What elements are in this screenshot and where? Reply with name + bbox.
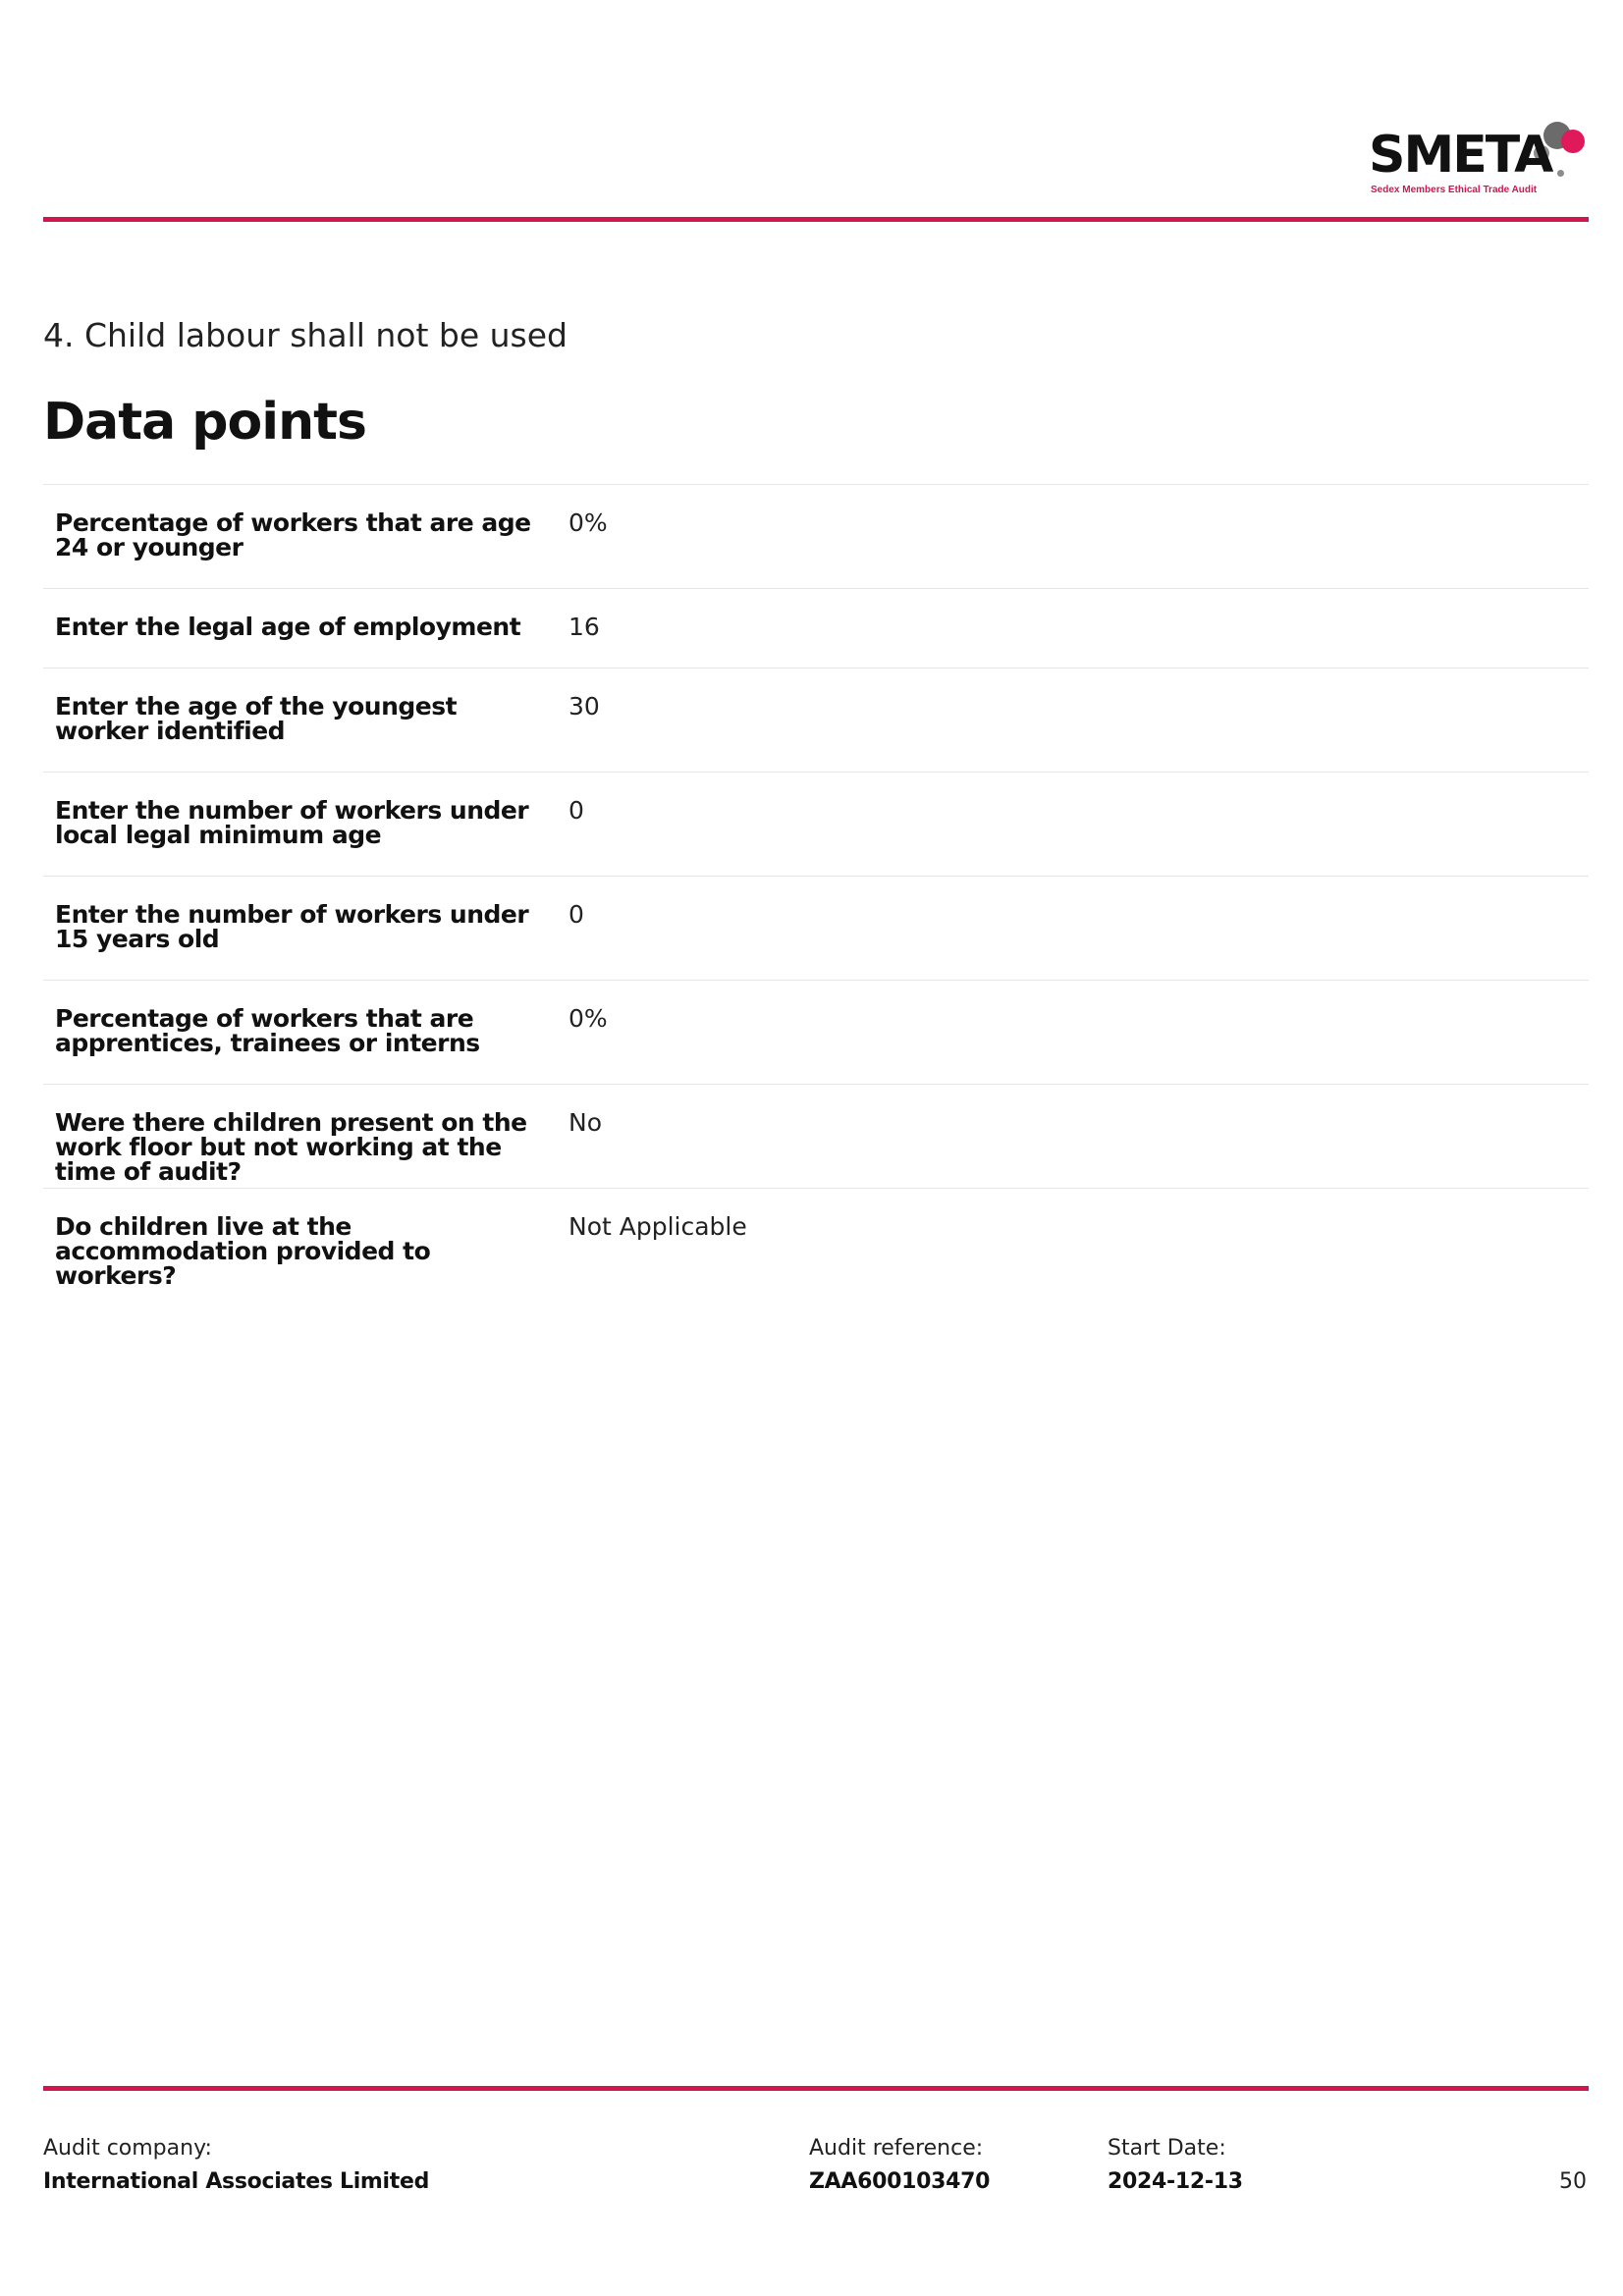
data-point-label: Enter the age of the youngest worker identified	[55, 692, 458, 745]
table-row	[43, 668, 1589, 773]
footer-divider	[43, 2086, 1589, 2091]
footer-start-date	[1108, 2132, 1243, 2199]
data-points-table	[43, 484, 1589, 1292]
audit-reference-value: ZAA600103470	[809, 2169, 991, 2194]
logo-tiny-dot	[1557, 170, 1564, 177]
data-point-value: No	[568, 1108, 602, 1137]
start-date-label: Start Date:	[1108, 2136, 1226, 2161]
data-point-label: Enter the legal age of employment	[55, 613, 521, 641]
footer-audit-reference	[809, 2132, 990, 2199]
data-point-value: 0%	[568, 1004, 608, 1033]
table-row	[43, 773, 1589, 877]
data-point-value: 0	[568, 796, 584, 825]
section-title: 4. Child labour shall not be used	[43, 316, 568, 354]
table-row	[43, 1085, 1589, 1189]
data-point-label: Do children live at the accommodation provided to workers?	[55, 1212, 431, 1290]
data-point-label: Enter the number of workers under local legal minimum age	[55, 796, 529, 849]
data-point-value: Not Applicable	[568, 1212, 747, 1241]
audit-company-value: International Associates Limited	[43, 2169, 430, 2194]
data-point-value: 16	[568, 613, 600, 641]
data-point-label: Were there children present on the work floor but not working at the time of audit?	[55, 1108, 527, 1186]
audit-company-label: Audit company:	[43, 2136, 212, 2161]
page-heading: Data points	[43, 393, 366, 452]
table-row	[43, 1189, 1589, 1292]
page-number: 50	[1559, 2169, 1587, 2194]
data-point-value: 0%	[568, 508, 608, 537]
data-point-value: 0	[568, 900, 584, 929]
audit-reference-label: Audit reference:	[809, 2136, 984, 2161]
logo-pink-dot	[1561, 130, 1585, 153]
data-point-label: Enter the number of workers under 15 years old	[55, 900, 529, 953]
table-row	[43, 981, 1589, 1085]
logo-wordmark: SMETA	[1369, 126, 1552, 185]
header-divider	[43, 217, 1589, 222]
data-point-label: Percentage of workers that are age 24 or younger	[55, 508, 531, 561]
footer-audit-company	[43, 2132, 429, 2199]
logo-tagline: Sedex Members Ethical Trade Audit	[1371, 185, 1538, 195]
data-point-value: 30	[568, 692, 600, 721]
table-row	[43, 485, 1589, 589]
smeta-logo	[1369, 116, 1585, 200]
start-date-value: 2024-12-13	[1108, 2169, 1243, 2194]
data-point-label: Percentage of workers that are apprentices, trainees or interns	[55, 1004, 480, 1057]
table-row	[43, 877, 1589, 981]
table-row	[43, 589, 1589, 668]
